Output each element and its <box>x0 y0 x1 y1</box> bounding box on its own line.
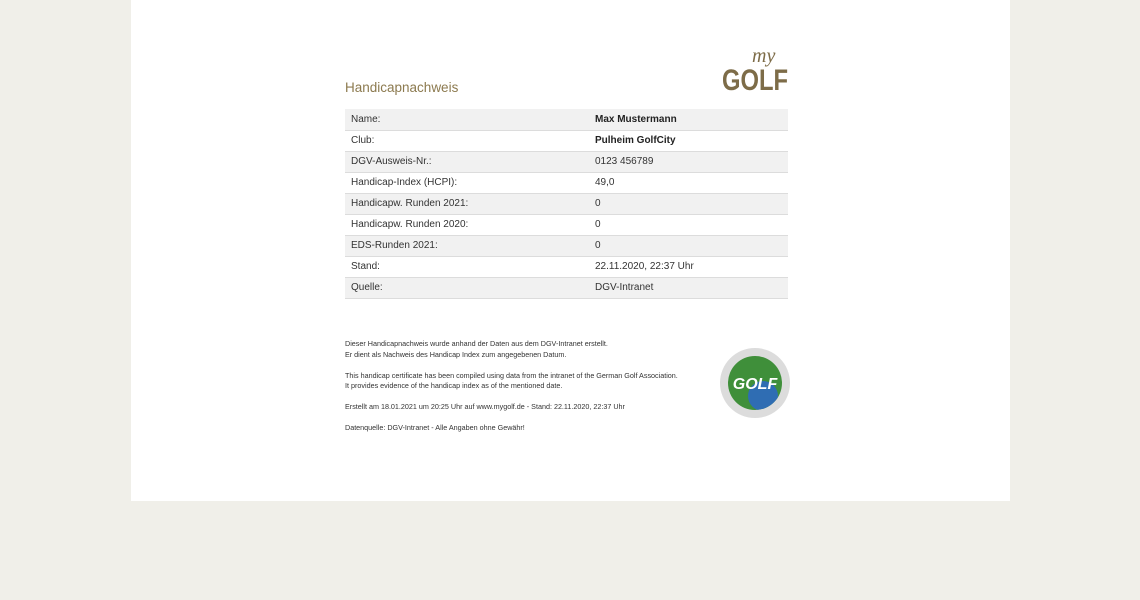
notes-english-line-1: This handicap certificate has been compiled using data from the intranet of the German Golf Association. <box>345 370 678 380</box>
table-row <box>345 172 788 193</box>
row-value: 0123 456789 <box>595 156 654 167</box>
row-label: Club: <box>351 135 375 146</box>
page-title: Handicapnachweis <box>345 80 459 95</box>
logo-text-golf: GOLF <box>722 64 788 97</box>
row-value: Pulheim GolfCity <box>595 135 676 146</box>
row-label: Quelle: <box>351 282 383 293</box>
row-label: Stand: <box>351 261 380 272</box>
notes-german <box>345 339 715 360</box>
row-label: EDS-Runden 2021: <box>351 240 438 251</box>
row-value: 0 <box>595 240 601 251</box>
table-row <box>345 256 788 277</box>
row-value: 0 <box>595 219 601 230</box>
notes-german-line-1: Dieser Handicapnachweis wurde anhand der Daten aus dem DGV-Intranet erstellt. <box>345 339 608 348</box>
badge-text: GOLF <box>732 376 778 393</box>
notes-english-line-2: It provides evidence of the handicap index as of the mentioned date. <box>345 381 563 390</box>
handicap-table <box>345 109 788 299</box>
row-value: 22.11.2020, 22:37 Uhr <box>595 261 694 272</box>
notes-english <box>345 371 715 392</box>
notes-created: Erstellt am 18.01.2021 um 20:25 Uhr auf www.mygolf.de - Stand: 22.11.2020, 22:37 Uhr <box>345 402 625 411</box>
logo-text-my: my <box>752 45 776 67</box>
notes-source: Datenquelle: DGV-Intranet - Alle Angaben ohne Gewähr! <box>345 423 525 432</box>
golf-badge <box>719 347 791 419</box>
row-value: 49,0 <box>595 177 615 188</box>
row-label: DGV-Ausweis-Nr.: <box>351 156 432 167</box>
table-row <box>345 151 788 172</box>
row-label: Handicapw. Runden 2020: <box>351 219 469 230</box>
row-label: Handicap-Index (HCPI): <box>351 177 458 188</box>
table-row <box>345 277 788 298</box>
row-label: Handicapw. Runden 2021: <box>351 198 469 209</box>
row-value: 0 <box>595 198 601 209</box>
row-value: Max Mustermann <box>595 113 677 125</box>
certificate-notes <box>345 339 715 444</box>
table-row <box>345 193 788 214</box>
notes-german-line-2: Er dient als Nachweis des Handicap Index zum angegebenen Datum. <box>345 349 567 359</box>
table-row <box>345 235 788 256</box>
row-label: Name: <box>351 113 381 125</box>
table-row <box>345 130 788 151</box>
table-row <box>345 109 788 130</box>
table-row <box>345 214 788 235</box>
mygolf-logo <box>718 45 790 97</box>
certificate-page <box>131 0 1010 501</box>
row-value: DGV-Intranet <box>595 282 654 293</box>
